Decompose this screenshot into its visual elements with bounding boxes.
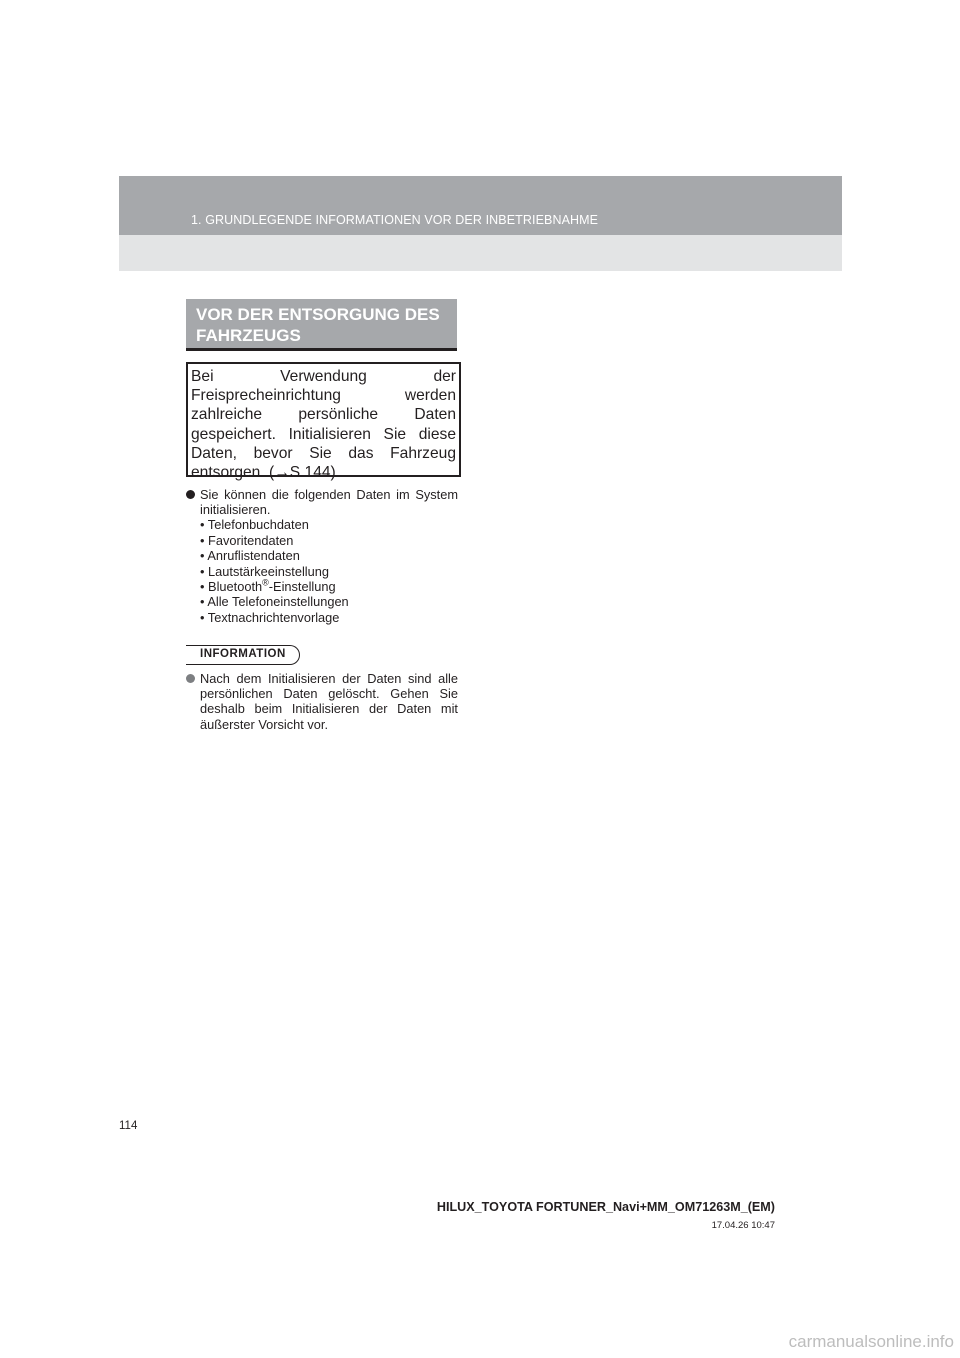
list-item-volume: • Lautstärkeeinstellung — [200, 563, 329, 579]
intro-text: Bei Verwendung der Freisprecheinrichtung werden zahlreiche persönliche Daten gespeichert. Initialisieren Sie diese Daten, bevor Sie das Fahrzeug entsorgen. (→S.144) — [191, 368, 456, 482]
page-number: 114 — [119, 1120, 138, 1132]
information-list — [186, 671, 458, 732]
list-item-bluetooth — [200, 579, 458, 594]
section-title-box — [186, 299, 457, 351]
list-item — [186, 487, 458, 517]
list-item — [186, 671, 458, 732]
chapter-header-bar — [119, 176, 842, 235]
list-item-favorites: • Favoritendaten — [200, 532, 294, 548]
list-item-phone-settings: • Alle Telefoneinstellungen — [200, 594, 349, 610]
bullet-dot-icon — [186, 490, 195, 499]
registered-mark: ® — [262, 577, 269, 588]
info-bullet-icon — [186, 674, 195, 683]
chapter-header — [119, 176, 842, 271]
watermark: carmanualsonline.info — [788, 1332, 954, 1351]
list-item-phonebook: • Telefonbuchdaten — [200, 517, 309, 533]
information-label-box — [186, 645, 300, 665]
document-id: HILUX_TOYOTA FORTUNER_Navi+MM_OM71263M_(EM) — [436, 1200, 775, 1214]
bluetooth-suffix: -Einstellung — [268, 579, 336, 595]
print-date: 17.04.26 10:47 — [711, 1220, 775, 1231]
intro-box — [186, 362, 461, 482]
initialize-data-list — [186, 487, 458, 625]
list-item-call-history: • Anruflistendaten — [200, 548, 300, 564]
list-item-message-templates: • Textnachrichtenvorlage — [200, 609, 340, 625]
bullet-text: Sie können die folgenden Daten im System initialisieren. — [200, 487, 458, 518]
information-text: Nach dem Initialisieren der Daten sind alle persönlichen Daten gelöscht. Gehen Sie deshalb beim Initialisieren der Daten mit äußerster Vorsicht vor. — [200, 671, 458, 732]
chapter-title: 1. GRUNDLEGENDE INFORMATIONEN VOR DER INBETRIEBNAHME — [191, 213, 599, 227]
section-title: VOR DER ENTSORGUNG DES FAHRZEUGS — [196, 305, 440, 345]
information-label: INFORMATION — [200, 648, 286, 660]
data-items-list — [200, 517, 458, 625]
bluetooth-label: • Bluetooth — [200, 579, 263, 595]
